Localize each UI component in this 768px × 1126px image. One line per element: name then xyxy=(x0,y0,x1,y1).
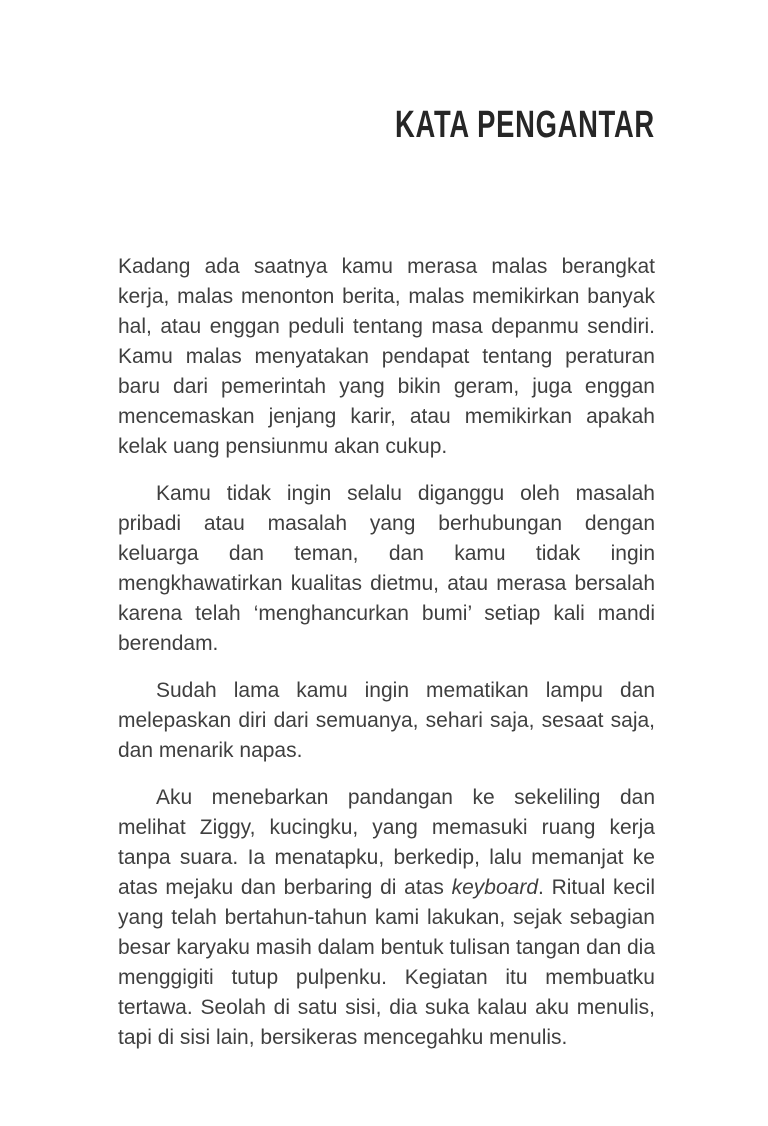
body-text-block xyxy=(118,252,655,1070)
paragraph-4 xyxy=(118,783,655,1053)
paragraph-1: Kadang ada saatnya kamu merasa malas berangkat kerja, malas menonton berita, malas memikirkan banyak hal, atau enggan peduli tentang masa depanmu sendiri. Kamu malas menyatakan pendapat tentang peraturan baru dari pemerintah yang bikin geram, juga enggan mencemaskan jenjang karir, atau memikirkan apakah kelak uang pensiunmu akan cukup. xyxy=(118,255,655,458)
paragraph-3: Sudah lama kamu ingin mematikan lampu dan melepaskan diri dari semuanya, sehari saja, sesaat saja, dan menarik napas. xyxy=(118,679,655,762)
chapter-title-row xyxy=(118,104,655,147)
paragraph-4-text-post: . Ritual kecil yang telah bertahun-tahun kami lakukan, sejak sebagian besar karyaku masih dalam bentuk tulisan tangan dan dia menggigiti tutup pulpenku. Kegiatan itu membuatku tertawa. Seolah di satu sisi, dia suka kalau aku menulis, tapi di sisi lain, bersikeras mencegahku menulis. xyxy=(118,876,656,1049)
paragraph-4-text-pre: Aku menebarkan pandangan ke sekeliling dan melihat Ziggy, kucingku, yang memasuki ruang kerja tanpa suara. Ia menatapku, berkedip, lalu memanjat ke atas mejaku dan berbaring di atas xyxy=(118,786,655,899)
paragraph-2: Kamu tidak ingin selalu diganggu oleh masalah pribadi atau masalah yang berhubungan dengan keluarga dan teman, dan kamu tidak ingin mengkhawatirkan kualitas dietmu, atau merasa bersalah karena telah ‘menghancurkan bumi’ setiap kali mandi berendam. xyxy=(118,482,655,655)
paragraph-4-italic-word: keyboard xyxy=(451,876,538,899)
chapter-title: KATA PENGANTAR xyxy=(395,104,655,146)
